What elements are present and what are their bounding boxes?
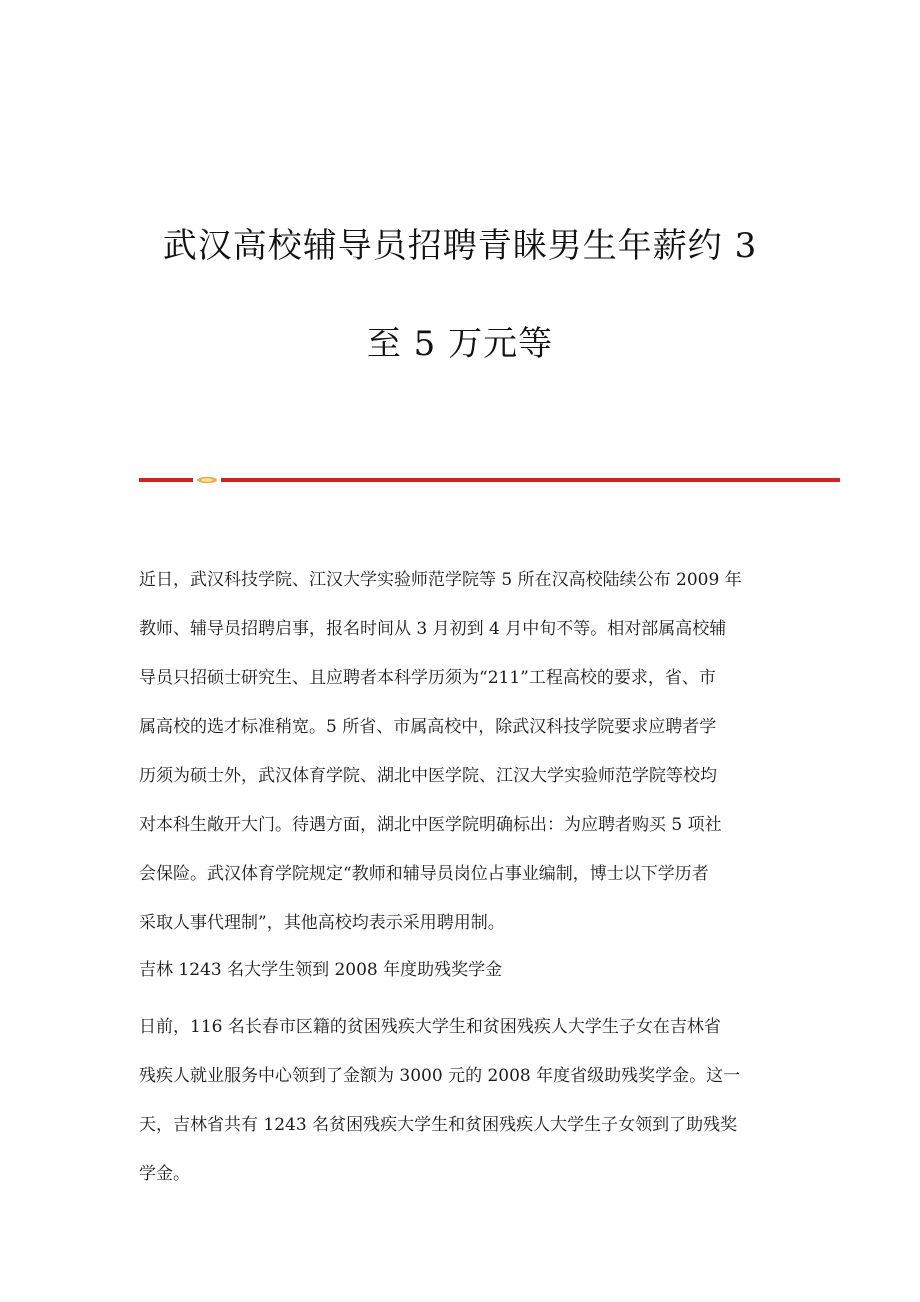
paragraph-line: 天，吉林省共有 1243 名贫困残疾大学生和贫困残疾人大学生子女领到了助残奖 [139, 1115, 738, 1135]
paragraph-line: 日前，116 名长春市区籍的贫困残疾大学生和贫困残疾人大学生子女在吉林省 [139, 1017, 721, 1037]
paragraph-line: 对本科生敞开大门。待遇方面，湖北中医学院明确标出：为应聘者购买 5 项社 [139, 815, 722, 835]
paragraph-line: 残疾人就业服务中心领到了金额为 3000 元的 2008 年度省级助残奖学金。这一 [139, 1066, 741, 1086]
paragraph-line: 近日，武汉科技学院、江汉大学实验师范学院等 5 所在汉高校陆续公布 2009 年 [139, 570, 742, 590]
title-divider-right [221, 478, 840, 482]
paragraph-line: 采取人事代理制”，其他高校均表示采用聘用制。 [139, 913, 505, 933]
paragraph-line: 会保险。武汉体育学院规定“教师和辅导员岗位占事业编制，博士以下学历者 [139, 864, 709, 884]
paragraph-recruitment [139, 556, 781, 948]
paragraph-line: 学金。 [139, 1164, 190, 1184]
paragraph-line: 教师、辅导员招聘启事，报名时间从 3 月初到 4 月中旬不等。相对部属高校辅 [139, 619, 727, 639]
title-divider-left [139, 478, 193, 482]
paragraph-line: 导员只招硕士研究生、且应聘者本科学历须为“211”工程高校的要求，省、市 [139, 668, 716, 688]
paragraph-line: 属高校的选才标准稍宽。5 所省、市属高校中，除武汉科技学院要求应聘者学 [139, 717, 717, 737]
document-title-line-1: 武汉高校辅导员招聘青睐男生年薪约 3 [162, 226, 758, 266]
section-heading-scholarship [139, 946, 781, 995]
divider-ornament-icon [196, 474, 218, 486]
paragraph-scholarship [139, 1003, 781, 1199]
paragraph-line: 历须为硕士外，武汉体育学院、湖北中医学院、江汉大学实验师范学院等校均 [139, 766, 717, 786]
document-title-line-2: 至 5 万元等 [366, 324, 554, 364]
section-heading-line: 吉林 1243 名大学生领到 2008 年度助残奖学金 [139, 960, 503, 980]
